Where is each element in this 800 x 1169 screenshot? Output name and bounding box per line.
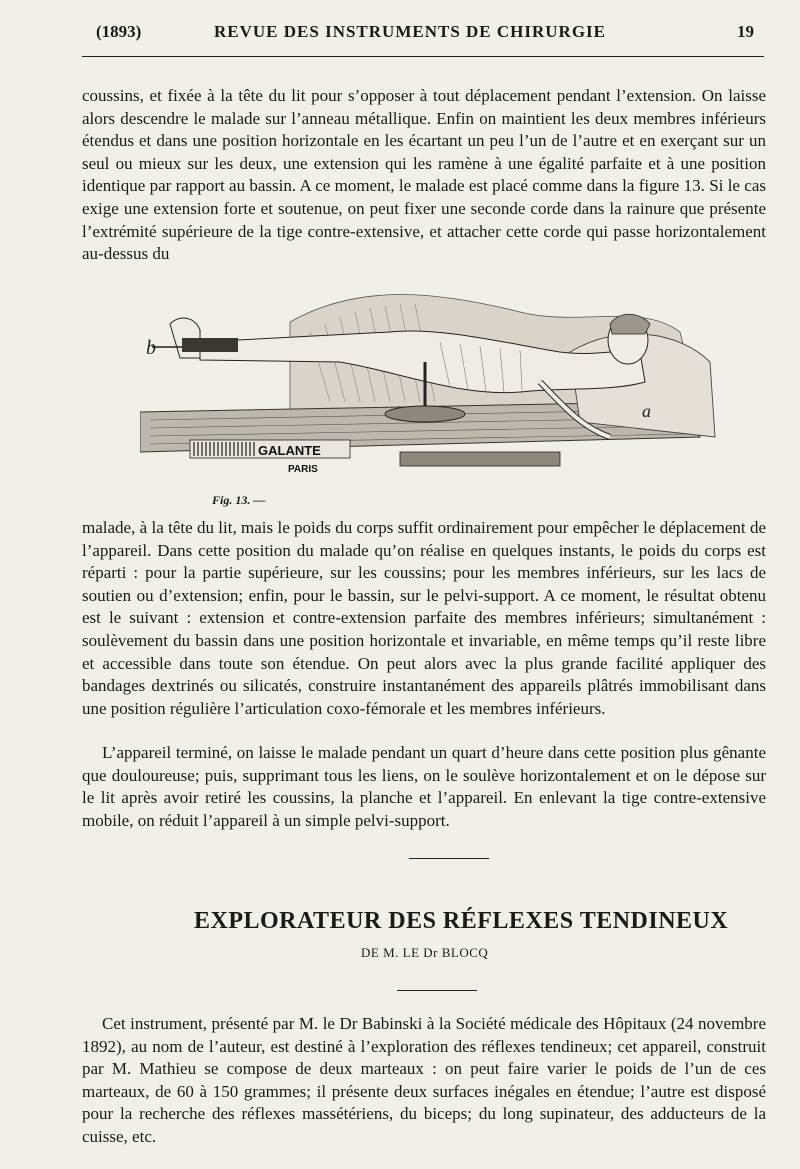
section-title: EXPLORATEUR DES RÉFLEXES TENDINEUX <box>194 908 729 934</box>
figure-label-b: b <box>146 337 156 359</box>
paragraph-removal: L’appareil terminé, on laisse le malade pendant un quart d’heure dans cette position plus gênante que douloureuse; puis, supprimant tous les liens, on le soulève horizontalement et on le dépose sur le lit après avoir retiré les coussins, la planche et l’appareil. En enlevant la tige contre-extensive mobile, on réduit l’appareil à un simple pelvi-support. <box>82 743 766 830</box>
header-year: (1893) <box>96 22 142 41</box>
section-byline: DE M. LE Dr BLOCQ <box>361 945 489 960</box>
header-rule <box>82 56 764 57</box>
byline-rule <box>397 990 477 991</box>
engraving-patient-on-pelvi-support <box>140 262 716 480</box>
page-number: 19 <box>737 22 754 41</box>
paragraph-instrument: Cet instrument, présenté par M. le Dr Babinski à la Société médicale des Hôpitaux (24 novembre 1892), au nom de l’auteur, est destiné à l’exploration des réflexes tendineux; cet appareil, construit par M. Mathieu se compose de deux marteaux : on peut faire varier le poids de l’un de ces marteaux, de 60 à 150 grammes; il présente deux surfaces inégales en étendue; l’autre est disposé pour la recherche des réflexes massétériens, du biceps; du long supinateur, des adducteurs de la cuisse, etc. <box>82 1014 766 1146</box>
paragraph-extension: coussins, et fixée à la tête du lit pour s’opposer à tout déplacement pendant l’extension. On laisse alors descendre le malade sur l’anneau métallique. Enfin on maintient les deux membres inférieurs étendus et dans une position horizontale en les écartant un peu l’un de l’autre et en exerçant sur un seul ou mieux sur les deux, une extension qui les ramène à une égalité parfaite et à une position identique par rapport au bassin. A ce moment, le malade est placé comme dans la figure 13. Si le cas exige une extension forte et soutenue, on peut fixer une seconde corde dans la rainure que présente l’extrémité supérieure de la tige contre-extensive, et attacher cette corde qui passe horizontalement au-dessus du <box>82 86 766 264</box>
figure-13-illustration <box>140 262 716 480</box>
figure-caption: Fig. 13. — <box>212 493 266 507</box>
maker-city: PARIS <box>288 464 318 475</box>
section-separator <box>409 858 489 859</box>
maker-mark: GALANTE <box>258 443 321 458</box>
journal-title: REVUE DES INSTRUMENTS DE CHIRURGIE <box>214 22 607 41</box>
paragraph-weight-distribution: malade, à la tête du lit, mais le poids du corps suffit ordinairement pour empêcher le déplacement de l’appareil. Dans cette position du malade qu’on réalise en quelques instants, le poids du corps est réparti : pour la partie supérieure, sur les coussins; pour les membres inférieurs, sur les lacs de soutien ou d’extension; enfin, pour le bassin, sur le pelvi-support. A ce moment, le résultat obtenu est le suivant : extension et contre-extension parfaite des membres inférieurs; simultanément : soulèvement du bassin dans une position horizontale et invariable, en même temps qu’il reste libre et accessible dans toute son étendue. On peut alors avec la plus grande facilité appliquer des bandages dextrinés ou silicatés, construire instantanément des appareils plâtrés immobilisant dans une position régulière l’articulation coxo-fémorale et les membres inférieurs. <box>82 518 766 718</box>
figure-label-a: a <box>642 401 651 421</box>
running-head <box>82 20 764 48</box>
